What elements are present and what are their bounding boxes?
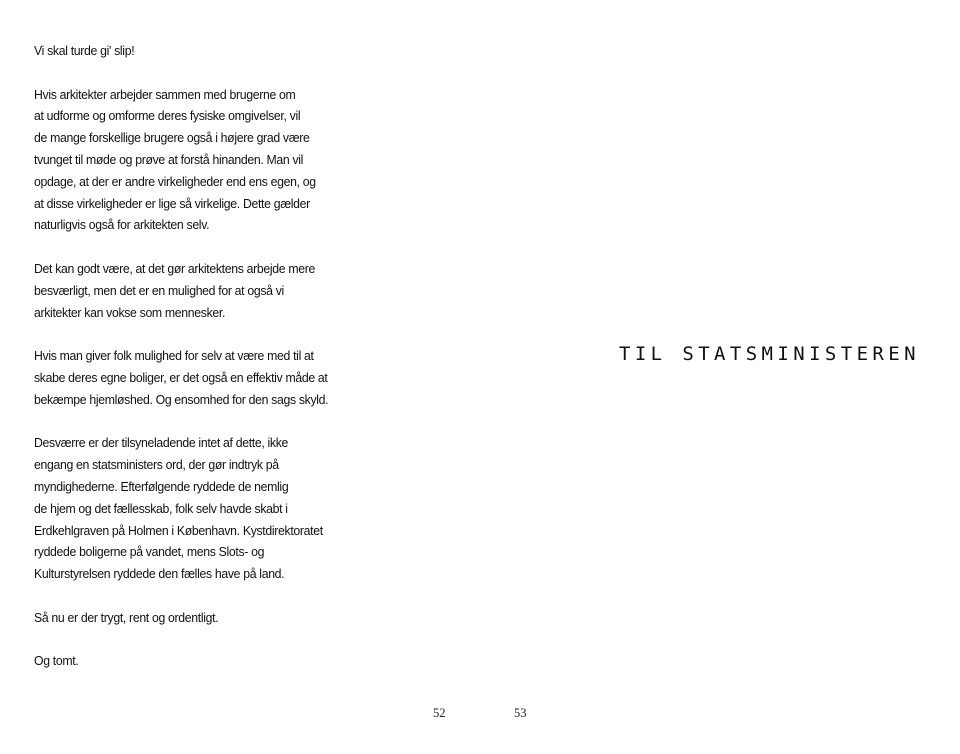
text-line: ryddede boligerne på vandet, mens Slots- og <box>34 544 265 560</box>
text-line: naturligvis også for arkitekten selv. <box>34 217 210 233</box>
text-line: Erdkehlgraven på Holmen i København. Kystdirektoratet <box>34 522 323 538</box>
right-page <box>480 0 960 754</box>
body-text <box>34 40 341 694</box>
chapter-title: TIL STATSMINISTEREN <box>619 343 920 365</box>
text-line: Det kan godt være, at det gør arkitektens arbejde mere <box>34 260 316 276</box>
text-line: at udforme og omforme deres fysiske omgivelser, vil <box>34 108 301 124</box>
text-line: engang en statsministers ord, der gør indtryk på <box>34 457 279 473</box>
text-line: Hvis man giver folk mulighed for selv at være med til at <box>34 348 314 364</box>
paragraph <box>34 607 341 629</box>
paragraph <box>34 40 341 62</box>
text-line: besværligt, men det er en mulighed for at også vi <box>34 282 284 298</box>
paragraph <box>34 432 341 585</box>
page-number-right: 53 <box>514 706 527 720</box>
text-line: de hjem og det fællesskab, folk selv havde skabt i <box>34 500 288 516</box>
text-line: skabe deres egne boliger, er det også en effektiv måde at <box>34 369 328 385</box>
paragraph <box>34 258 341 323</box>
page-number-left: 52 <box>433 706 446 720</box>
text-line: tvunget til møde og prøve at forstå hinanden. Man vil <box>34 151 304 167</box>
paragraph <box>34 84 341 237</box>
text-line: Kulturstyrelsen ryddede den fælles have på land. <box>34 566 285 582</box>
text-line: Så nu er der trygt, rent og ordentligt. <box>34 609 219 625</box>
text-line: Vi skal turde gi' slip! <box>34 43 135 58</box>
paragraph <box>34 650 341 672</box>
text-line: Desværre er der tilsyneladende intet af dette, ikke <box>34 435 289 451</box>
text-line: Og tomt. <box>34 653 79 669</box>
text-line: myndighederne. Efterfølgende ryddede de nemlig <box>34 478 289 494</box>
text-line: bekæmpe hjemløshed. Og ensomhed for den sags skyld. <box>34 391 329 407</box>
text-line: Hvis arkitekter arbejder sammen med brugerne om <box>34 86 296 102</box>
text-line: de mange forskellige brugere også i højere grad være <box>34 130 310 146</box>
text-line: opdage, at der er andre virkeligheder end ens egen, og <box>34 173 316 189</box>
text-line: arkitekter kan vokse som mennesker. <box>34 304 226 320</box>
paragraph <box>34 345 341 410</box>
text-line: at disse virkeligheder er lige så virkelige. Dette gælder <box>34 195 310 211</box>
